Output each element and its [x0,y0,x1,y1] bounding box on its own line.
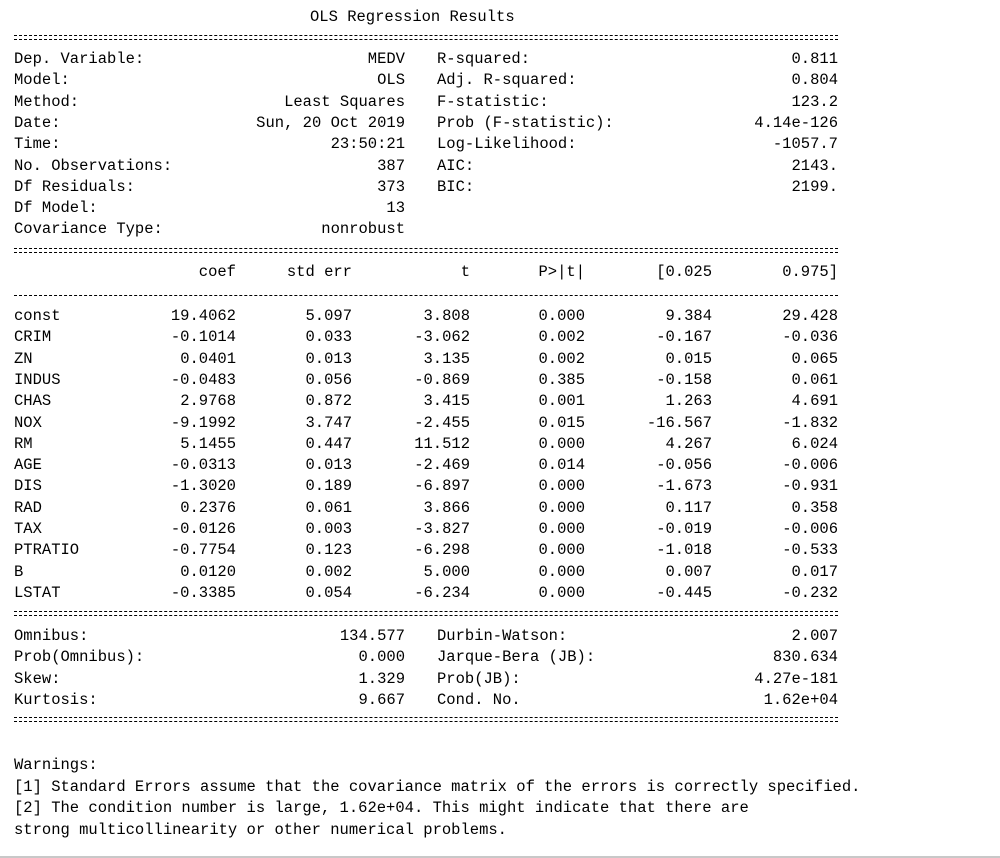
diagnostic-value: 830.634 [772,648,838,667]
coef-cell: 4.267 [665,434,712,453]
coef-cell: 11.512 [414,434,470,453]
coef-header-cell: std err [286,263,352,281]
coef-cell: -6.897 [414,477,470,496]
summary-value: Sun, 20 Oct 2019 [256,113,405,132]
double-rule-top [14,35,838,40]
coef-cell: -0.0483 [170,370,236,389]
coef-cell: -3.827 [414,520,470,538]
coef-cell: 0.065 [791,349,838,368]
coef-cell: -0.0126 [170,520,236,538]
diagnostic-value: 1.329 [358,669,405,688]
coef-variable-name: TAX [14,520,42,538]
coef-cell: 0.061 [791,370,838,389]
summary-value: -1057.7 [772,135,838,154]
coef-cell: -1.018 [656,541,712,560]
coef-cell: 3.415 [423,392,470,411]
coef-cell: 19.4062 [170,307,236,325]
coef-cell: 4.691 [791,392,838,411]
coef-cell: -0.1014 [170,328,236,347]
coef-cell: -2.469 [414,456,470,475]
double-rule-coef-bottom [14,611,838,616]
summary-label: BIC: [437,177,475,196]
coef-cell: -2.455 [414,413,470,432]
coef-cell: -16.567 [646,413,712,432]
diagnostic-value: 134.577 [339,627,405,645]
coef-cell: 0.056 [305,370,352,389]
summary-label: Time: [14,135,61,154]
coef-variable-name: LSTAT [14,583,61,602]
coef-cell: -0.931 [782,477,838,496]
coef-variable-name: RAD [14,498,42,517]
coef-cell: 5.097 [305,307,352,325]
diagnostic-value: 1.62e+04 [763,690,838,709]
coef-cell: 0.385 [538,370,585,389]
coef-cell: 0.000 [538,562,585,581]
coef-cell: -1.673 [656,477,712,496]
coef-cell: -0.7754 [170,541,236,560]
coef-variable-name: const [14,307,61,325]
summary-value: OLS [377,71,405,90]
summary-value: 23:50:21 [330,135,405,154]
coef-header-cell: coef [198,263,236,281]
summary-label: No. Observations: [14,156,173,175]
coef-cell: 0.000 [538,541,585,560]
report-title-text: OLS Regression Results [310,8,515,26]
warning-text: [2] The condition number is large, 1.62e+04. This might indicate that there are [14,799,749,818]
coef-variable-name: AGE [14,456,42,475]
summary-label: Df Residuals: [14,177,135,196]
diagnostic-label: Skew: [14,669,61,688]
double-rule-coef-top [14,248,838,253]
coef-cell: 0.017 [791,562,838,581]
summary-value: 373 [377,177,405,196]
coef-cell: 0.447 [305,434,352,453]
summary-value: 0.811 [791,50,838,68]
coef-cell: 0.054 [305,583,352,602]
coef-cell: 0.015 [538,413,585,432]
coef-cell: 29.428 [782,307,838,325]
coef-cell: -0.869 [414,370,470,389]
coef-header-cell: [0.025 [656,263,712,281]
coef-variable-name: ZN [14,349,33,368]
coef-variable-name: PTRATIO [14,541,80,560]
coef-cell: 1.263 [665,392,712,411]
diagnostic-value: 2.007 [791,627,838,645]
coef-cell: 0.007 [665,562,712,581]
coef-cell: 0.0120 [180,562,236,581]
summary-label: Df Model: [14,199,98,218]
summary-value: 0.804 [791,71,838,90]
coef-cell: -3.062 [414,328,470,347]
single-rule-coef-header [14,295,838,296]
summary-value: 13 [386,199,405,218]
coef-cell: 9.384 [665,307,712,325]
coef-cell: 0.061 [305,498,352,517]
coef-cell: -0.232 [782,583,838,602]
summary-label: Covariance Type: [14,220,163,239]
diagnostic-label: Jarque-Bera (JB): [437,648,596,667]
summary-label: F-statistic: [437,92,549,111]
coef-cell: 0.117 [665,498,712,517]
coef-cell: -0.006 [782,456,838,475]
diagnostic-label: Cond. No. [437,690,521,709]
coef-cell: 0.000 [538,520,585,538]
summary-value: 4.14e-126 [754,113,838,132]
coef-cell: -0.006 [782,520,838,538]
coef-cell: -6.234 [414,583,470,602]
coef-cell: 3.808 [423,307,470,325]
coef-cell: 0.015 [665,349,712,368]
coef-cell: 0.002 [538,349,585,368]
summary-label: Dep. Variable: [14,50,145,68]
diagnostic-label: Omnibus: [14,627,89,645]
summary-value: MEDV [367,50,405,68]
summary-label: Date: [14,113,61,132]
coef-variable-name: B [14,562,24,581]
coef-variable-name: DIS [14,477,42,496]
coef-cell: 0.014 [538,456,585,475]
coef-cell: -1.3020 [170,477,236,496]
coef-variable-name: RM [14,434,33,453]
coef-variable-name: INDUS [14,370,61,389]
coef-cell: -6.298 [414,541,470,560]
coef-cell: 6.024 [791,434,838,453]
coef-cell: -0.056 [656,456,712,475]
warning-text: [1] Standard Errors assume that the covariance matrix of the errors is correctly specified. [14,778,861,796]
summary-label: Log-Likelihood: [437,135,577,154]
coef-cell: 3.135 [423,349,470,368]
warning-text: strong multicollinearity or other numerical problems. [14,820,507,839]
summary-value: 2143. [791,156,838,175]
coef-cell: -0.019 [656,520,712,538]
diagnostic-label: Prob(Omnibus): [14,648,145,667]
coef-cell: 0.000 [538,477,585,496]
coef-cell: 5.1455 [180,434,236,453]
coef-cell: -0.445 [656,583,712,602]
coef-cell: 0.001 [538,392,585,411]
coef-variable-name: NOX [14,413,42,432]
diagnostic-label: Durbin-Watson: [437,627,568,645]
coef-cell: 0.123 [305,541,352,560]
diagnostic-label: Prob(JB): [437,669,521,688]
coef-cell: 0.189 [305,477,352,496]
coef-cell: 3.747 [305,413,352,432]
summary-label: Prob (F-statistic): [437,113,614,132]
summary-label: Model: [14,71,70,90]
coef-cell: 5.000 [423,562,470,581]
coef-cell: -0.036 [782,328,838,347]
coef-cell: -0.3385 [170,583,236,602]
coef-cell: 0.000 [538,583,585,602]
warnings-title-text: Warnings: [14,756,98,774]
summary-label: R-squared: [437,50,531,68]
coef-cell: -0.533 [782,541,838,560]
summary-label: Method: [14,92,80,111]
coef-cell: 0.013 [305,456,352,475]
diagnostic-value: 9.667 [358,690,405,709]
summary-value: nonrobust [321,220,405,239]
summary-label: AIC: [437,156,475,175]
coef-cell: -0.0313 [170,456,236,475]
summary-value: 387 [377,156,405,175]
coef-cell: -0.167 [656,328,712,347]
coef-cell: 0.872 [305,392,352,411]
diagnostic-value: 4.27e-181 [754,669,838,688]
coef-cell: 0.000 [538,498,585,517]
coef-cell: 0.002 [305,562,352,581]
coef-cell: 0.000 [538,307,585,325]
coef-cell: 2.9768 [180,392,236,411]
coef-header-cell: 0.975] [782,263,838,281]
summary-value: 123.2 [791,92,838,111]
coef-cell: 0.013 [305,349,352,368]
coef-cell: 0.2376 [180,498,236,517]
coef-cell: -9.1992 [170,413,236,432]
coef-cell: -0.158 [656,370,712,389]
coef-cell: 0.003 [305,520,352,538]
coef-header-cell: P>|t| [538,263,585,281]
coef-cell: 0.000 [538,434,585,453]
summary-label: Adj. R-squared: [437,71,577,90]
coef-variable-name: CRIM [14,328,52,347]
diagnostic-label: Kurtosis: [14,690,98,709]
diagnostic-value: 0.000 [358,648,405,667]
coef-header-cell: t [460,263,470,281]
coef-cell: -1.832 [782,413,838,432]
double-rule-bottom [14,717,838,722]
coef-variable-name: CHAS [14,392,52,411]
coef-cell: 0.033 [305,328,352,347]
coef-cell: 0.358 [791,498,838,517]
summary-value: Least Squares [284,92,405,111]
coef-cell: 0.0401 [180,349,236,368]
coef-cell: 3.866 [423,498,470,517]
summary-value: 2199. [791,177,838,196]
coef-cell: 0.002 [538,328,585,347]
